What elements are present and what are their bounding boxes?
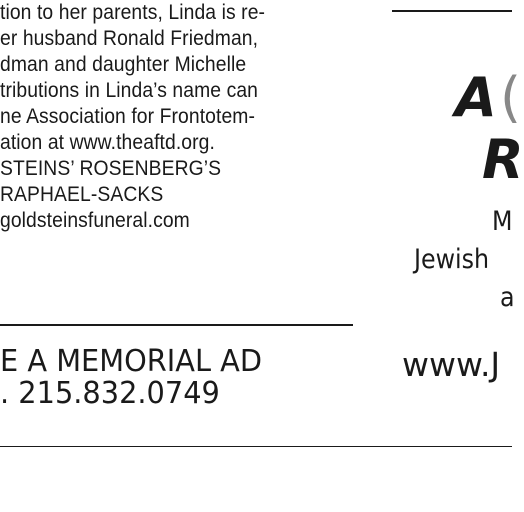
funeral-home-website: goldsteinsfuneral.com (0, 209, 190, 232)
obituary-line: dman and daughter Michelle (0, 53, 247, 76)
memorial-ad-heading: E A MEMORIAL AD (0, 344, 263, 379)
funeral-home-names: STEINS’ ROSENBERG’S (0, 157, 222, 180)
ad-text-line: M (492, 206, 513, 237)
column-divider-rule (0, 324, 353, 326)
memorial-ad-phone: . 215.832.0749 (0, 376, 220, 411)
ad-website: www.J (402, 345, 501, 384)
obituary-line: ation at www.theaftd.org. (0, 131, 215, 154)
ad-title-partial: ( (500, 66, 522, 129)
ad-text-line: Jewish (414, 244, 490, 275)
funeral-home-names: RAPHAEL-SACKS (0, 183, 164, 206)
ad-text-line: a (500, 282, 515, 313)
page-bottom-rule (0, 446, 512, 447)
ad-title-word: R (482, 128, 524, 191)
obituary-line: tributions in Linda’s name can (0, 79, 259, 102)
ad-top-rule (392, 10, 512, 12)
ad-title-word: A (455, 66, 497, 129)
obituary-line: ne Association for Frontotem- (0, 105, 256, 128)
obituary-line: tion to her parents, Linda is re- (0, 1, 266, 24)
obituary-line: er husband Ronald Friedman, (0, 27, 259, 50)
